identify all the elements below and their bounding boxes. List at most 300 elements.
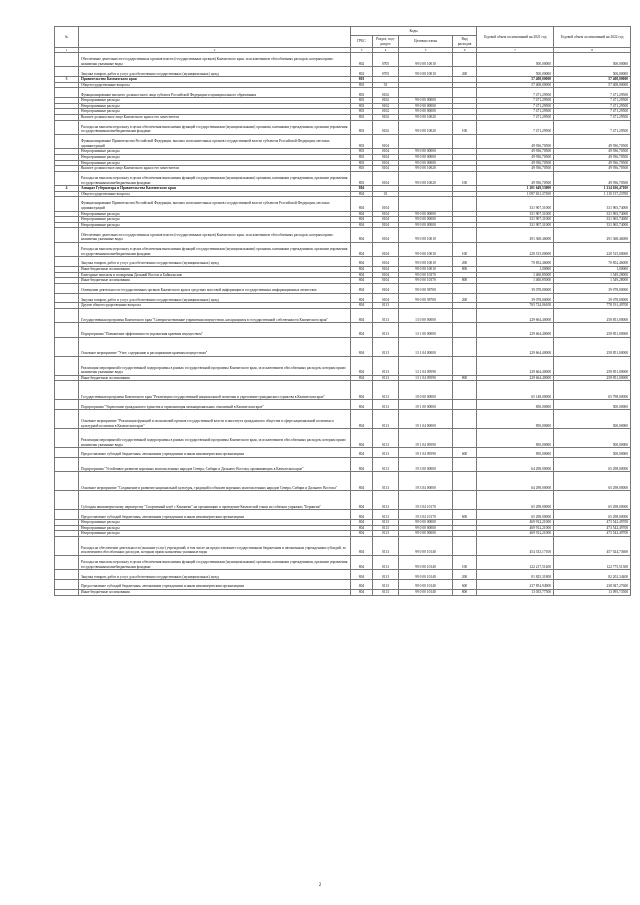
column-number: 4 xyxy=(373,48,399,53)
row-sum-2022-cell: 258 851,00000 xyxy=(554,356,631,375)
row-sum-2022-cell: 65 298,00000 xyxy=(554,491,631,510)
row-kind-cell: 200 xyxy=(453,570,477,580)
header-grbs: ГРБС xyxy=(351,36,373,48)
row-target-cell: 13 1 04 09590 xyxy=(399,356,453,375)
row-grbs-cell: 804 xyxy=(351,410,373,429)
row-sum-2021-cell: 850,00000 xyxy=(477,448,554,458)
row-kind-cell: 600 xyxy=(453,580,477,590)
row-sum-2021-cell: 7 471,29500 xyxy=(477,98,554,104)
table-row xyxy=(55,171,631,185)
row-grbs-cell: 804 xyxy=(351,356,373,375)
row-sum-2022-cell: 1 110 157,23700 xyxy=(554,191,631,197)
column-number: 3 xyxy=(351,48,373,53)
row-name-cell: Предоставление субсидий бюджетным, автономным учреждениям и иным некоммерческим организациям xyxy=(79,510,351,520)
row-target-cell: 99 0 00 10010 xyxy=(399,257,453,267)
row-sum-2022-cell: 778 191,49700 xyxy=(554,303,631,309)
row-name-cell: Непрограммные расходы xyxy=(79,154,351,160)
row-kind-cell xyxy=(453,323,477,337)
table-row xyxy=(55,356,631,375)
table-row xyxy=(55,242,631,256)
header-no: № xyxy=(55,27,79,48)
row-target-cell: 99 0 00 00000 xyxy=(399,103,453,109)
column-number: 5 xyxy=(399,48,453,53)
row-section-cell: 0104 xyxy=(373,228,399,242)
row-target-cell: 19 0 00 00000 xyxy=(399,381,453,400)
row-sum-2022-cell: 49 936,70500 xyxy=(554,160,631,166)
row-section-cell: 0104 xyxy=(373,293,399,303)
row-sum-2022-cell: 500,00000 xyxy=(554,53,631,67)
row-grbs-cell: 803 xyxy=(351,114,373,120)
row-target-cell: 99 0 00 00000 xyxy=(399,160,453,166)
row-grbs-cell: 804 xyxy=(351,228,373,242)
row-section-cell: 0113 xyxy=(373,309,399,323)
row-name-cell: Непрограммные расходы xyxy=(79,222,351,228)
row-sum-2021-cell: 39 078,00000 xyxy=(477,293,554,303)
row-kind-cell: 200 xyxy=(453,67,477,77)
table-row xyxy=(55,400,631,410)
row-kind-cell xyxy=(453,491,477,510)
row-grbs-cell: 804 xyxy=(351,337,373,356)
row-section-cell: 0113 xyxy=(373,400,399,410)
row-kind-cell xyxy=(453,283,477,293)
row-sum-2022-cell: 57 408,00000 xyxy=(554,77,631,83)
row-sum-2022-cell: 500,00000 xyxy=(554,448,631,458)
row-grbs-cell: 804 xyxy=(351,510,373,520)
row-section-cell: 0102 xyxy=(373,114,399,120)
row-grbs-cell: 803 xyxy=(351,171,373,185)
row-name-cell: Предоставление субсидий бюджетным, автономным учреждениям и иным некоммерческим организациям xyxy=(79,580,351,590)
row-sum-2022-cell: 258 851,00000 xyxy=(554,323,631,337)
row-section-cell: 0113 xyxy=(373,457,399,471)
row-sum-2021-cell: 81 825,31800 xyxy=(477,570,554,580)
row-section-cell: 0113 xyxy=(373,381,399,400)
row-grbs-cell: 803 xyxy=(351,88,373,98)
row-target-cell: 99 0 00 58700 xyxy=(399,283,453,293)
row-target-cell: 19 3 04 10170 xyxy=(399,510,453,520)
row-section-cell: 0102 xyxy=(373,98,399,104)
row-sum-2022-cell: 49 936,70500 xyxy=(554,171,631,185)
row-number-cell xyxy=(55,171,79,185)
row-section-cell: 0104 xyxy=(373,242,399,256)
table-row xyxy=(55,429,631,448)
row-sum-2022-cell: 331 965,74000 xyxy=(554,197,631,211)
row-section-cell: 0104 xyxy=(373,222,399,228)
row-name-cell: Функционирование Правительства Российской Федерации, высших исполнительных органов государственной власти субъектов Российской Федерации, местных администраций xyxy=(79,197,351,211)
row-section-cell: 0113 xyxy=(373,520,399,526)
row-sum-2021-cell: 49 936,70500 xyxy=(477,149,554,155)
row-sum-2021-cell: 500,00000 xyxy=(477,67,554,77)
row-grbs-cell: 803 xyxy=(351,103,373,109)
row-sum-2022-cell: 331 965,74000 xyxy=(554,217,631,223)
row-target-cell: 19 1 04 09590 xyxy=(399,448,453,458)
row-sum-2022-cell: 500,00000 xyxy=(554,429,631,448)
row-target-cell: 99 0 00 00000 xyxy=(399,211,453,217)
row-sum-2022-cell: 7 471,29500 xyxy=(554,88,631,98)
row-number-cell xyxy=(55,337,79,356)
row-target-cell: 99 0 00 00000 xyxy=(399,149,453,155)
row-target-cell: 99 0 00 10010 xyxy=(399,267,453,273)
row-kind-cell xyxy=(453,53,477,67)
row-target-cell: 99 0 00 10140 xyxy=(399,536,453,555)
row-sum-2021-cell: 1,00000 xyxy=(477,267,554,273)
row-number-cell xyxy=(55,536,79,555)
row-section-cell: 0102 xyxy=(373,88,399,98)
row-sum-2022-cell: 331 965,74000 xyxy=(554,211,631,217)
row-name-cell: Высшее должностное лицо Камчатского края и его заместители xyxy=(79,166,351,172)
column-number: 7 xyxy=(477,48,554,53)
row-grbs-cell: 804 xyxy=(351,381,373,400)
row-grbs-cell: 804 xyxy=(351,525,373,531)
row-name-cell: Обеспечение деятельности государственных органов власти (государственных органов) Камчатского края, за исключением обособленных расходов, которым прямо назначены указанные виды xyxy=(79,53,351,67)
row-section-cell: 0104 xyxy=(373,149,399,155)
row-number-cell xyxy=(55,429,79,448)
row-sum-2022-cell: 39 078,00000 xyxy=(554,283,631,293)
row-section-cell: 0705 xyxy=(373,67,399,77)
table-row xyxy=(55,283,631,293)
row-target-cell: 99 0 00 00000 xyxy=(399,217,453,223)
row-target-cell: 99 0 00 00000 xyxy=(399,222,453,228)
row-grbs-cell: 804 xyxy=(351,531,373,537)
row-grbs-cell: 804 xyxy=(351,309,373,323)
table-row xyxy=(55,120,631,134)
row-sum-2021-cell: 7 471,29500 xyxy=(477,114,554,120)
header-target: Целевая статья xyxy=(399,36,453,48)
row-name-cell: Основное мероприятие "Сохранение и развитие национальной культуры, традиций и обычаев коренных малочисленных народов Севера, Сибири и Дальнего Востока" xyxy=(79,472,351,491)
row-kind-cell: 200 xyxy=(453,257,477,267)
row-name-cell: Расходы на выплаты персоналу в целях обеспечения выполнения функций государственными (муниципальными) органами, казенными учреждениями, органами управления государственными внебюджетными фондами xyxy=(79,120,351,134)
row-sum-2021-cell: 500,00000 xyxy=(477,53,554,67)
row-kind-cell xyxy=(453,536,477,555)
table-row xyxy=(55,381,631,400)
row-section-cell: 0113 xyxy=(373,429,399,448)
row-sum-2022-cell: 473 542,49700 xyxy=(554,525,631,531)
row-sum-2022-cell: 291 368,46000 xyxy=(554,228,631,242)
row-target-cell: 99 0 00 10140 xyxy=(399,570,453,580)
row-name-cell: Общегосударственные вопросы xyxy=(79,191,351,197)
row-sum-2022-cell: 122 775,51300 xyxy=(554,555,631,569)
column-number: 2 xyxy=(79,48,351,53)
header-kind: Вид расходов xyxy=(453,36,477,48)
row-name-cell: Государственная программа Камчатского края "Реализация государственной национальной политики и укрепление гражданского единства в Камчатском крае" xyxy=(79,381,351,400)
row-sum-2021-cell: 7 471,29500 xyxy=(477,88,554,98)
row-section-cell: 0113 xyxy=(373,525,399,531)
header-codes: Коды xyxy=(351,27,477,36)
row-kind-cell xyxy=(453,337,477,356)
row-sum-2021-cell: 39 078,00000 xyxy=(477,283,554,293)
table-row xyxy=(55,197,631,211)
row-kind-cell: 100 xyxy=(453,120,477,134)
row-grbs-cell: 804 xyxy=(351,520,373,526)
row-name-cell: Непрограммные расходы xyxy=(79,525,351,531)
row-grbs-cell: 804 xyxy=(351,242,373,256)
row-number-cell xyxy=(55,457,79,471)
row-grbs-cell: 804 xyxy=(351,448,373,458)
row-number-cell xyxy=(55,53,79,67)
row-kind-cell xyxy=(453,472,477,491)
row-name-cell: Высшее должностное лицо Камчатского края и его заместители xyxy=(79,114,351,120)
table-row xyxy=(55,323,631,337)
row-sum-2021-cell: 229 664,40000 xyxy=(477,309,554,323)
row-name-cell: Непрограммные расходы xyxy=(79,211,351,217)
row-name-cell: Непрограммные расходы xyxy=(79,531,351,537)
row-name-cell: Другие общегосударственные вопросы xyxy=(79,303,351,309)
row-name-cell: Иные бюджетные ассигнования xyxy=(79,589,351,595)
row-number-cell xyxy=(55,242,79,256)
row-target-cell: 13 1 04 00000 xyxy=(399,337,453,356)
row-grbs-cell: 803 xyxy=(351,98,373,104)
row-target-cell: 99 0 00 10020 xyxy=(399,114,453,120)
row-kind-cell: 100 xyxy=(453,242,477,256)
row-sum-2022-cell: 49 936,70500 xyxy=(554,154,631,160)
row-target-cell: 99 0 00 10370 xyxy=(399,278,453,284)
row-sum-2021-cell: 7 471,29500 xyxy=(477,103,554,109)
row-kind-cell: 100 xyxy=(453,555,477,569)
row-sum-2021-cell: 64 298,00000 xyxy=(477,457,554,471)
row-kind-cell xyxy=(453,228,477,242)
row-sum-2022-cell: 7 471,29500 xyxy=(554,103,631,109)
budget-table-sheet xyxy=(54,26,630,596)
row-name-cell: Иные бюджетные ассигнования xyxy=(79,375,351,381)
row-kind-cell xyxy=(453,410,477,429)
row-section-cell: 0113 xyxy=(373,510,399,520)
row-target-cell: 99 0 00 00000 xyxy=(399,531,453,537)
row-name-cell: Расходы на выплаты персоналу в целях обеспечения выполнения функций государственными (муниципальными) органами, казенными учреждениями, органами управления государственными внебюджетными фондами xyxy=(79,242,351,256)
row-section-cell: 0113 xyxy=(373,580,399,590)
row-section-cell: 0102 xyxy=(373,109,399,115)
row-target-cell: 99 0 00 10010 xyxy=(399,242,453,256)
row-sum-2022-cell: 258 851,00000 xyxy=(554,309,631,323)
header-name xyxy=(79,27,351,48)
row-sum-2021-cell: 49 936,70500 xyxy=(477,154,554,160)
row-sum-2022-cell: 65 298,00000 xyxy=(554,510,631,520)
row-section-cell: 0113 xyxy=(373,555,399,569)
table-row xyxy=(55,309,631,323)
table-row xyxy=(55,257,631,267)
row-sum-2022-cell: 65 298,00000 xyxy=(554,472,631,491)
row-grbs-cell: 804 xyxy=(351,257,373,267)
row-grbs-cell: 804 xyxy=(351,283,373,293)
row-sum-2022-cell: 1 214 636,47100 xyxy=(554,186,631,192)
row-section-cell: 0104 xyxy=(373,283,399,293)
row-sum-2021-cell: 13 035,77500 xyxy=(477,589,554,595)
row-grbs-cell: 804 xyxy=(351,186,373,192)
row-sum-2022-cell: 7 471,29500 xyxy=(554,98,631,104)
row-section-cell: 0104 xyxy=(373,154,399,160)
table-row xyxy=(55,67,631,77)
table-row xyxy=(55,570,631,580)
row-section-cell: 0104 xyxy=(373,171,399,185)
row-section-cell: 0705 xyxy=(373,53,399,67)
row-grbs-cell: 803 xyxy=(351,134,373,148)
row-name-cell: Обеспечение деятельности государственных органов власти (государственных органов) Камчатского края, за исключением обособленных расходов, которым прямо назначены указанные виды xyxy=(79,228,351,242)
row-section-cell: 0113 xyxy=(373,356,399,375)
row-sum-2021-cell: 229 664,40000 xyxy=(477,337,554,356)
row-number-cell xyxy=(55,448,79,458)
table-row xyxy=(55,448,631,458)
row-kind-cell: 600 xyxy=(453,510,477,520)
row-sum-2022-cell: 1 549,28000 xyxy=(554,272,631,278)
row-sum-2021-cell: 469 912,21000 xyxy=(477,531,554,537)
row-sum-2021-cell: 331 907,31000 xyxy=(477,217,554,223)
table-row xyxy=(55,555,631,569)
row-name-cell: Правительство Камчатского края xyxy=(79,77,351,83)
row-sum-2022-cell: 57 408,00000 xyxy=(554,82,631,88)
row-target-cell: 99 0 00 00000 xyxy=(399,154,453,160)
row-sum-2021-cell: 331 907,31000 xyxy=(477,197,554,211)
row-number-cell xyxy=(55,381,79,400)
table-row xyxy=(55,228,631,242)
row-target-cell: 13 0 00 00000 xyxy=(399,309,453,323)
row-grbs-cell: 803 xyxy=(351,149,373,155)
row-target-cell: 19 3 00 00000 xyxy=(399,457,453,471)
row-target-cell: 99 0 00 00000 xyxy=(399,520,453,526)
row-sum-2021-cell: 237 854,94900 xyxy=(477,580,554,590)
row-kind-cell: 800 xyxy=(453,589,477,595)
row-sum-2021-cell: 49 936,70500 xyxy=(477,171,554,185)
row-sum-2021-cell: 49 936,70500 xyxy=(477,166,554,172)
row-sum-2021-cell: 64 298,00000 xyxy=(477,472,554,491)
row-name-cell: Расходы на обеспечение деятельности (оказание услуг) учреждений, в том числе на предоставление государственным бюджетным и автономным учреждениям субсидий, за исключением обособленных расходов, которым прямо назначены указанные виды xyxy=(79,536,351,555)
row-target-cell: 99 0 00 10140 xyxy=(399,555,453,569)
row-sum-2021-cell: 57 408,00000 xyxy=(477,82,554,88)
row-grbs-cell: 803 xyxy=(351,154,373,160)
row-grbs-cell: 804 xyxy=(351,555,373,569)
row-name-cell: Расходы на выплаты персоналу в целях обеспечения выполнения функций государственными (муниципальными) органами, казенными учреждениями, органами управления государственными внебюджетными фондами xyxy=(79,171,351,185)
row-sum-2021-cell: 65 148,00000 xyxy=(477,381,554,400)
row-target-cell: 99 0 00 10020 xyxy=(399,171,453,185)
row-target-cell: 19 3 04 00000 xyxy=(399,472,453,491)
row-name-cell: Подпрограмма "Повышение эффективности управления краевым имуществом" xyxy=(79,323,351,337)
row-name-cell: Предоставление субсидий бюджетным, автономным учреждениям и иным некоммерческим организациям xyxy=(79,448,351,458)
row-name-cell: Непрограммные расходы xyxy=(79,217,351,223)
row-grbs-cell: 803 xyxy=(351,160,373,166)
row-sum-2021-cell: 469 912,21000 xyxy=(477,525,554,531)
row-sum-2022-cell: 7 471,29500 xyxy=(554,114,631,120)
row-section-cell: 0113 xyxy=(373,448,399,458)
table-row xyxy=(55,53,631,67)
row-target-cell: 19 1 04 00000 xyxy=(399,410,453,429)
row-kind-cell xyxy=(453,381,477,400)
row-kind-cell: 800 xyxy=(453,278,477,284)
row-sum-2021-cell: 1 097 631,37100 xyxy=(477,191,554,197)
budget-rows xyxy=(55,53,631,596)
row-section-cell: 01 xyxy=(373,191,399,197)
row-section-cell: 0113 xyxy=(373,375,399,381)
table-row xyxy=(55,589,631,595)
row-target-cell: 19 1 00 00000 xyxy=(399,400,453,410)
row-name-cell: Непрограммные расходы xyxy=(79,103,351,109)
page-number: 2 xyxy=(318,883,322,888)
row-grbs-cell: 804 xyxy=(351,570,373,580)
row-number-cell xyxy=(55,88,79,98)
row-sum-2021-cell: 229 664,40000 xyxy=(477,356,554,375)
row-target-cell: 99 0 00 10370 xyxy=(399,272,453,278)
row-number-cell xyxy=(55,400,79,410)
row-sum-2022-cell: 238 947,27600 xyxy=(554,580,631,590)
row-sum-2021-cell: 65 298,00000 xyxy=(477,491,554,510)
row-grbs-cell: 804 xyxy=(351,472,373,491)
row-number-cell xyxy=(55,410,79,429)
row-sum-2022-cell: 65 798,00000 xyxy=(554,381,631,400)
row-sum-2022-cell: 49 936,70500 xyxy=(554,134,631,148)
row-section-cell: 0104 xyxy=(373,160,399,166)
row-grbs-cell: 804 xyxy=(351,491,373,510)
row-section-cell: 0102 xyxy=(373,120,399,134)
row-sum-2022-cell: 473 542,49700 xyxy=(554,531,631,537)
row-section-cell: 0104 xyxy=(373,217,399,223)
row-number-cell xyxy=(55,510,79,520)
row-target-cell: 99 0 00 10010 xyxy=(399,53,453,67)
row-sum-2021-cell: 850,00000 xyxy=(477,410,554,429)
row-sum-2021-cell: 65 298,00000 xyxy=(477,510,554,520)
row-sum-2021-cell: 850,00000 xyxy=(477,400,554,410)
row-target-cell: 99 0 00 10010 xyxy=(399,228,453,242)
row-grbs-cell: 802 xyxy=(351,67,373,77)
row-section-cell: 0113 xyxy=(373,410,399,429)
row-sum-2022-cell: 13 095,73500 xyxy=(554,589,631,595)
row-number-cell xyxy=(55,228,79,242)
row-sum-2021-cell: 7 471,29500 xyxy=(477,109,554,115)
row-grbs-cell: 804 xyxy=(351,267,373,273)
row-kind-cell xyxy=(453,457,477,471)
row-number-cell xyxy=(55,555,79,569)
row-name-cell: Основное мероприятие "Учет, содержание и распоряжение краевым имуществом" xyxy=(79,337,351,356)
row-name-cell: Государственная программа Камчатского края "Совершенствование управления имуществом, находящимся в государственной собственности Камчатского края" xyxy=(79,309,351,323)
row-sum-2021-cell: 49 936,70500 xyxy=(477,134,554,148)
row-name-cell: Непрограммные расходы xyxy=(79,149,351,155)
row-kind-cell xyxy=(453,309,477,323)
row-grbs-cell: 802 xyxy=(351,53,373,67)
row-section-cell: 0104 xyxy=(373,272,399,278)
row-sum-2021-cell: 469 912,21000 xyxy=(477,520,554,526)
row-sum-2022-cell: 500,00000 xyxy=(554,410,631,429)
row-sum-2022-cell: 258 851,00000 xyxy=(554,375,631,381)
row-name-cell: Непрограммные расходы xyxy=(79,109,351,115)
row-target-cell: 99 0 00 58700 xyxy=(399,293,453,303)
row-name-cell: Закупка товаров, работ и услуг для обеспечения государственных (муниципальных) нужд xyxy=(79,67,351,77)
row-number-cell: 4 xyxy=(55,186,79,192)
row-sum-2022-cell: 1 549,28000 xyxy=(554,278,631,284)
row-name-cell: Аппарат Губернатора и Правительства Камчатского края xyxy=(79,186,351,192)
row-target-cell: 99 0 00 10140 xyxy=(399,589,453,595)
row-grbs-cell: 804 xyxy=(351,580,373,590)
row-sum-2022-cell: 1,00000 xyxy=(554,267,631,273)
row-number-cell xyxy=(55,257,79,267)
row-grbs-cell: 804 xyxy=(351,293,373,303)
row-name-cell: Непрограммные расходы xyxy=(79,520,351,526)
row-sum-2021-cell: 1 460,85000 xyxy=(477,272,554,278)
row-section-cell: 0104 xyxy=(373,257,399,267)
row-grbs-cell: 803 xyxy=(351,109,373,115)
row-name-cell: Иные бюджетные ассигнования xyxy=(79,278,351,284)
row-name-cell: Непрограммные расходы xyxy=(79,98,351,104)
row-name-cell: Реализация мероприятий государственной подпрограммы в рамках государственной программы Камчатского края, за исключением обособленных расходов, которым прямо назначены указанные виды xyxy=(79,429,351,448)
row-grbs-cell: 803 xyxy=(351,77,373,83)
row-sum-2021-cell: 229 664,40000 xyxy=(477,375,554,381)
row-grbs-cell: 804 xyxy=(351,191,373,197)
row-name-cell: Общегосударственные вопросы xyxy=(79,82,351,88)
row-target-cell: 99 0 00 00000 xyxy=(399,98,453,104)
row-name-cell: Непрограммные расходы xyxy=(79,160,351,166)
row-sum-2022-cell: 473 542,49700 xyxy=(554,520,631,526)
row-sum-2022-cell: 7 471,29500 xyxy=(554,120,631,134)
row-grbs-cell: 804 xyxy=(351,400,373,410)
row-grbs-cell: 804 xyxy=(351,536,373,555)
row-sum-2021-cell: 7 471,29500 xyxy=(477,120,554,134)
row-number-cell xyxy=(55,580,79,590)
row-sum-2021-cell: 850,00000 xyxy=(477,429,554,448)
row-grbs-cell: 804 xyxy=(351,375,373,381)
